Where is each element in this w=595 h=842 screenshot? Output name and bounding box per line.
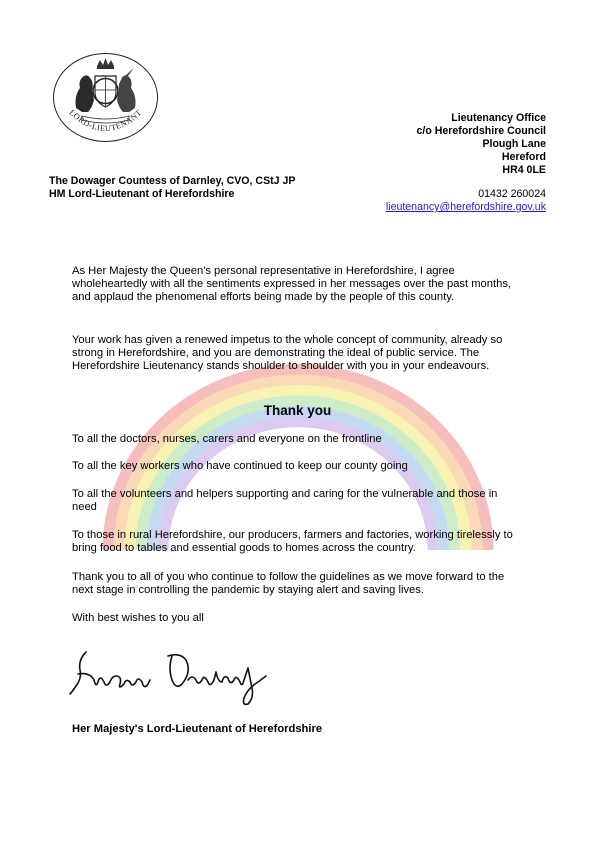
- sign-off: Her Majesty's Lord-Lieutenant of Herefordshire: [72, 723, 323, 735]
- sender-block: [49, 175, 295, 201]
- thanks-item: To those in rural Herefordshire, our producers, farmers and factories, working tirelessly to bring food to tables and essential goods to homes across the country.: [72, 529, 513, 555]
- thanks-item: To all the doctors, nurses, carers and everyone on the frontline: [72, 433, 382, 445]
- letter-paragraph: Your work has given a renewed impetus to the whole concept of community, already so strong in Herefordshire, and you are demonstrating the ideal of public service. The Herefordshire Lieutenancy stands shoulder to shoulder with you in your endeavours.: [72, 334, 503, 373]
- thanks-item: To all the key workers who have continued to keep our county going: [72, 460, 408, 472]
- address-line: Lieutenancy Office: [451, 112, 546, 124]
- office-address: [416, 112, 546, 177]
- email-link[interactable]: lieutenancy@herefordshire.gov.uk: [385, 201, 546, 213]
- phone-number: 01432 260024: [478, 188, 546, 200]
- sender-name: The Dowager Countess of Darnley, CVO, CStJ JP: [49, 175, 296, 187]
- best-wishes: With best wishes to you all: [72, 612, 204, 624]
- sender-title: HM Lord-Lieutenant of Herefordshire: [49, 188, 235, 200]
- thanks-heading: Thank you: [263, 403, 332, 418]
- svg-text:LORD-LIEUTENANT: LORD-LIEUTENANT: [67, 107, 144, 134]
- address-line: Plough Lane: [482, 138, 546, 150]
- address-line: c/o Herefordshire Council: [416, 125, 546, 137]
- letter-paragraph: As Her Majesty the Queen's personal representative in Herefordshire, I agree wholeheartedly with all the sentiments expressed in her messages over the past months, and applaud the phenomenal efforts being made by the people of this county.: [72, 265, 512, 304]
- address-line: Hereford: [501, 151, 546, 163]
- address-line: HR4 0LE: [502, 164, 546, 176]
- handwritten-signature: [68, 638, 288, 708]
- thanks-item: To all the volunteers and helpers supporting and caring for the vulnerable and those in need: [72, 488, 498, 514]
- crest-motto-text: [52, 52, 159, 143]
- contact-block: [386, 188, 546, 214]
- closing-paragraph: Thank you to all of you who continue to follow the guidelines as we move forward to the next stage in controlling the pandemic by staying alert and saving lives.: [72, 571, 505, 597]
